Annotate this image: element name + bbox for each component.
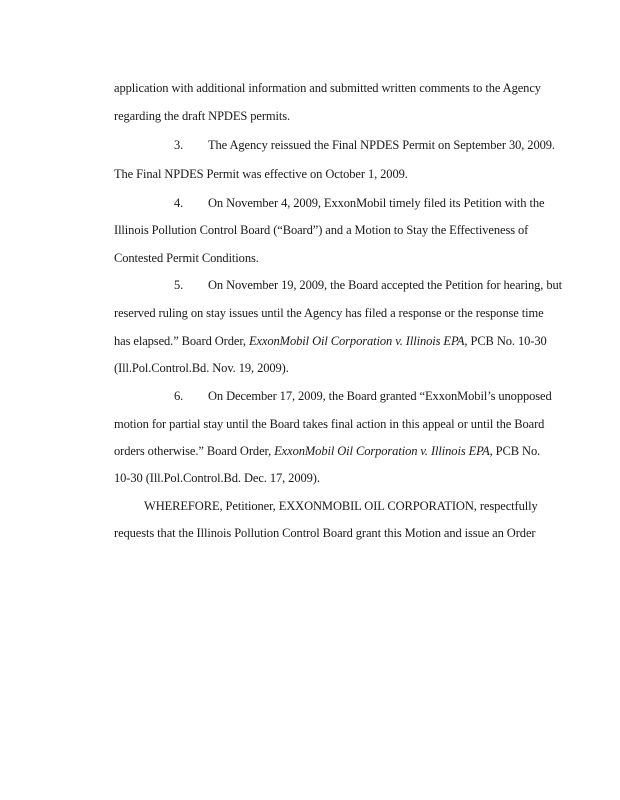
text-line: The Agency reissued the Final NPDES Permit on September 30, 2009.: [208, 138, 555, 152]
text-line: Illinois Pollution Control Board (“Board”) and a Motion to Stay the Effectiveness of: [114, 223, 529, 237]
text-line: 10-30 (Ill.Pol.Control.Bd. Dec. 17, 2009).: [114, 471, 320, 485]
text-line-with-citation: [114, 333, 547, 349]
citation-prefix: has elapsed.” Board Order,: [114, 334, 249, 348]
text-line: regarding the draft NPDES permits.: [114, 109, 291, 123]
text-line: On November 19, 2009, the Board accepted the Petition for hearing, but: [208, 278, 563, 292]
paragraph-number: 4.: [174, 196, 184, 210]
text-line: reserved ruling on stay issues until the Agency has filed a response or the response time: [114, 306, 544, 320]
paragraph-3-first-line: [174, 137, 555, 153]
paragraph-number: 6.: [174, 389, 184, 403]
text-line: (Ill.Pol.Control.Bd. Nov. 19, 2009).: [114, 361, 289, 375]
paragraph-5-first-line: [174, 277, 563, 293]
citation-suffix: , PCB No.: [489, 444, 541, 458]
citation-suffix: , PCB No. 10-30: [464, 334, 547, 348]
text-line: application with additional information and submitted written comments to the Agency: [114, 81, 541, 95]
text-line: On November 4, 2009, ExxonMobil timely filed its Petition with the: [208, 196, 545, 210]
text-line-with-citation: [114, 443, 544, 459]
paragraph-number: 3.: [174, 138, 184, 152]
case-name: ExxonMobil Oil Corporation v. Illinois EPA: [274, 444, 490, 458]
wherefore-line: WHEREFORE, Petitioner, EXXONMOBIL OIL CORPORATION, respectfully: [144, 499, 538, 513]
text-line: The Final NPDES Permit was effective on October 1, 2009.: [114, 167, 408, 181]
text-line: Contested Permit Conditions.: [114, 251, 259, 265]
text-line: requests that the Illinois Pollution Control Board grant this Motion and issue an Order: [114, 526, 536, 540]
text-line: motion for partial stay until the Board takes final action in this appeal or until the Board: [114, 417, 545, 431]
citation-prefix: orders otherwise.” Board Order,: [114, 444, 275, 458]
paragraph-6-first-line: [174, 388, 552, 404]
case-name: ExxonMobil Oil Corporation v. Illinois EPA: [248, 334, 465, 348]
paragraph-number: 5.: [174, 278, 184, 292]
paragraph-4-first-line: [174, 195, 544, 211]
text-line: On December 17, 2009, the Board granted “ExxonMobil’s unopposed: [208, 389, 552, 403]
